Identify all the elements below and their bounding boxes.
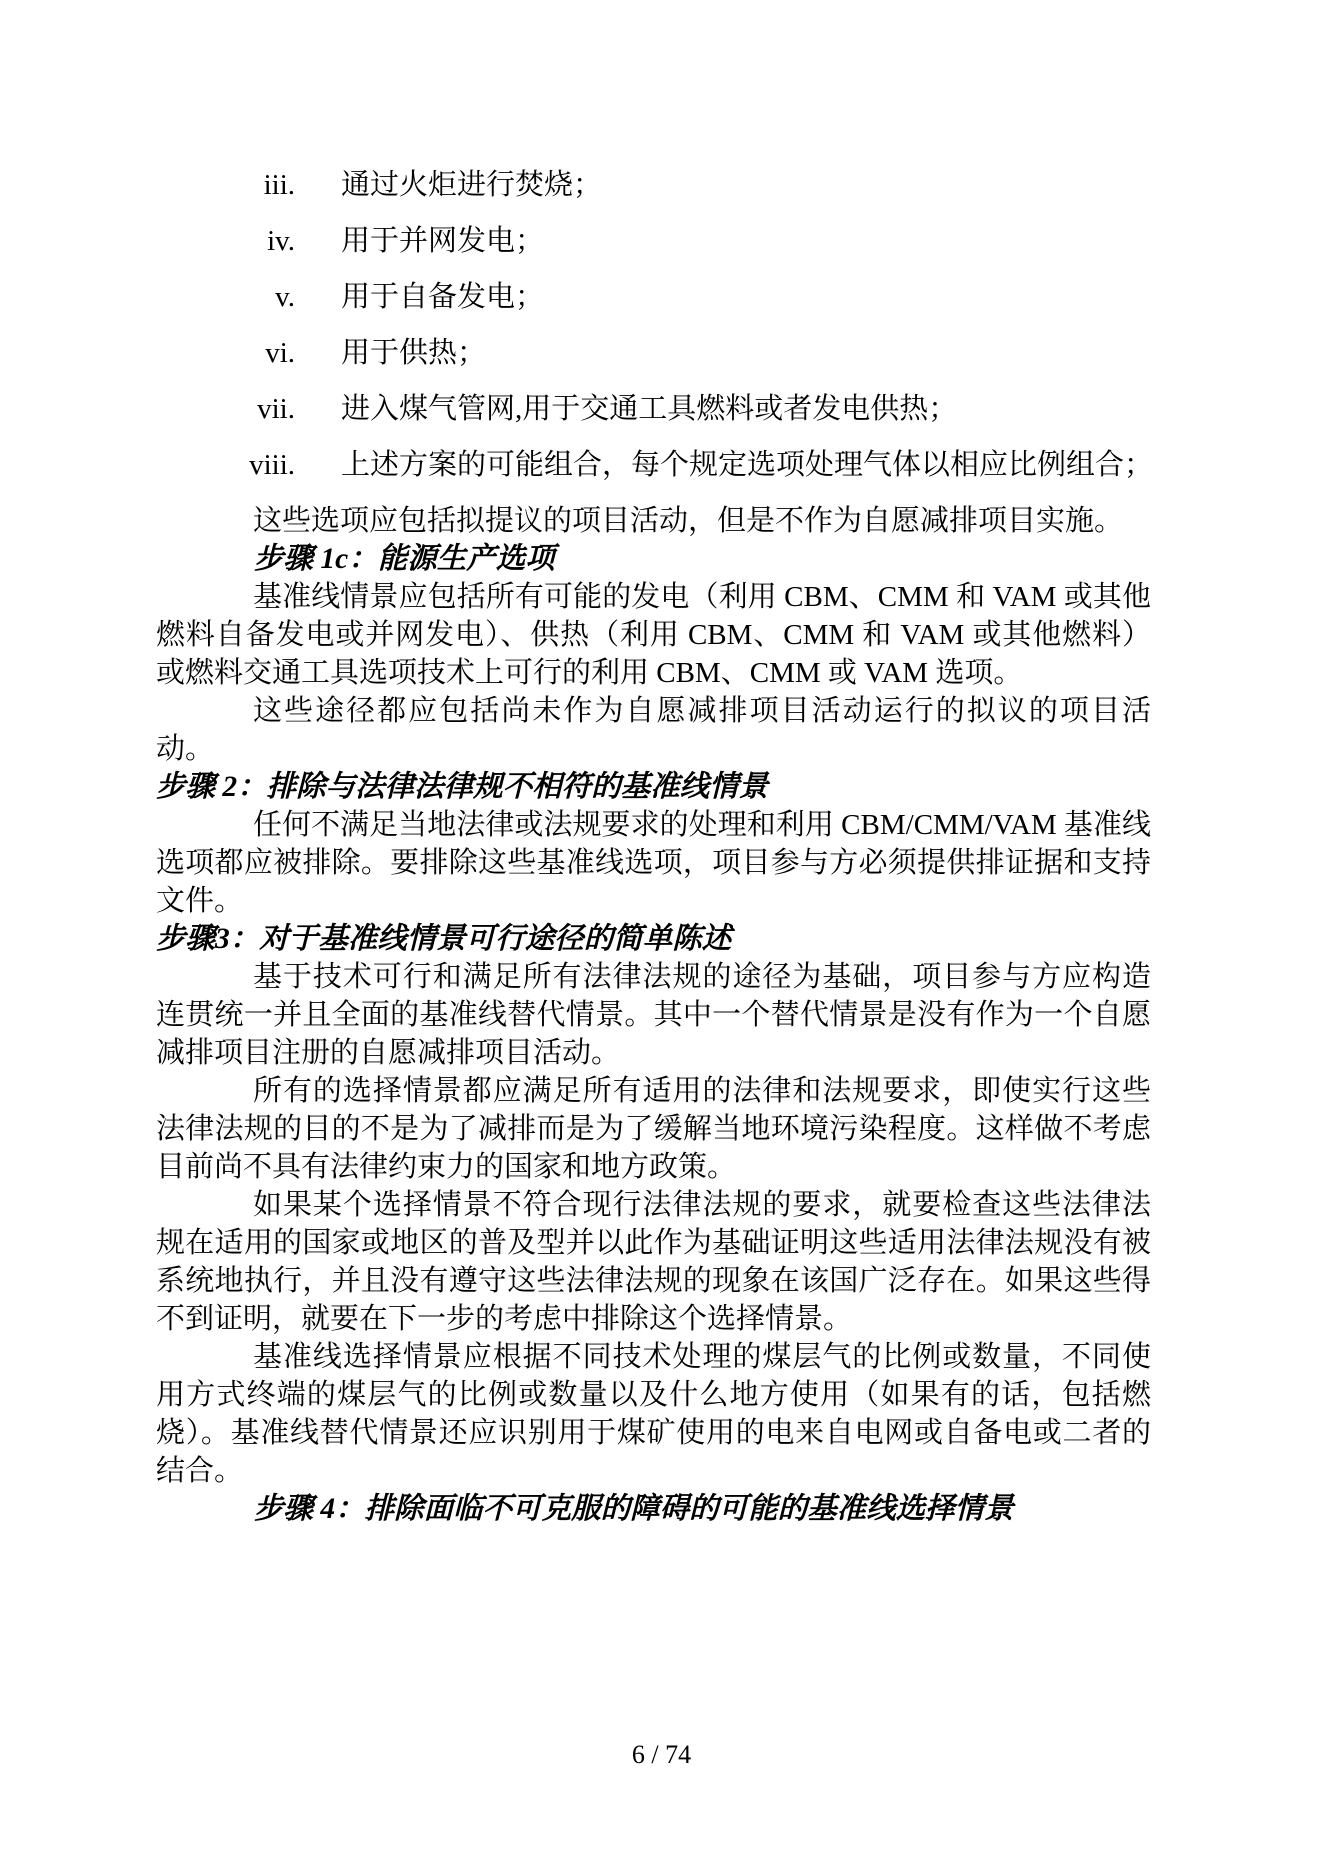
list-item [156,166,1151,204]
list-item [156,390,1151,428]
heading-step-4: 步骤 4：排除面临不可克服的障碍的可能的基准线选择情景 [254,1493,1014,1525]
paragraph-step3-legal-requirements: 所有的选择情景都应满足所有适用的法律和法规要求，即使实行这些法律法规的目的不是为了减排而是为了缓解当地环境污染程度。这样做不考虑目前尚不具有法律约束力的国家和地方政策。 [156,1075,1151,1183]
list-item [156,278,1151,316]
paragraph-step3-noncompliance-check: 如果某个选择情景不符合现行法律法规的要求，就要检查这些法律法规在适用的国家或地区的普及型并以此作为基础证明这些适用法律法规没有被系统地执行，并且没有遵守这些法律法规的现象在该国广泛存在。如果这些得不到证明，就要在下一步的考虑中排除这个选择情景。 [156,1189,1151,1335]
page-number: 6 / 74 [631,1740,692,1769]
page-content [156,166,1154,1528]
list-marker: viii. [249,449,295,481]
paragraph-step1c-pathways-note: 这些途径都应包括尚未作为自愿减排项目活动运行的拟议的项目活动。 [156,695,1151,765]
paragraph-options-note: 这些选项应包括拟提议的项目活动，但是不作为自愿减排项目实施。 [253,505,1124,537]
paragraph-step1c-energy-options: 基准线情景应包括所有可能的发电（利用 CBM、CMM 和 VAM 或其他燃料自备发电或并网发电）、供热（利用 CBM、CMM 和 VAM 或其他燃料）或燃料交通工具选项技术上可行的利用 CBM、CMM 或 VAM 选项。 [156,581,1151,689]
heading-step-3: 步骤3：对于基准线情景可行途径的简单陈述 [156,923,732,955]
list-marker: iv. [267,225,295,257]
list-marker: vi. [265,337,295,369]
list-item-text: 进入煤气管网,用于交通工具燃料或者发电供热； [341,393,958,425]
heading-step-2: 步骤 2：排除与法律法律规不相符的基准线情景 [156,771,769,803]
list-item-text: 用于自备发电； [341,281,545,313]
paragraph-step2-exclusion: 任何不满足当地法律或法规要求的处理和利用 CBM/CMM/VAM 基准线选项都应被排除。要排除这些基准线选项，项目参与方必须提供排证据和支持文件。 [156,809,1151,917]
paragraph-step3-construct-scenarios: 基于技术可行和满足所有法律法规的途径为基础，项目参与方应构造连贯统一并且全面的基准线替代情景。其中一个替代情景是没有作为一个自愿减排项目注册的自愿减排项目活动。 [156,961,1151,1069]
roman-numeral-list [156,166,1154,484]
list-marker: vii. [257,393,295,425]
list-marker: iii. [263,169,295,201]
list-item [156,222,1151,260]
list-item [156,334,1151,372]
list-item-text: 用于供热； [341,337,487,369]
list-item [156,446,1154,484]
heading-step-1c: 步骤 1c：能源生产选项 [254,543,555,575]
list-item-text: 上述方案的可能组合，每个规定选项处理气体以相应比例组合； [341,449,1154,481]
list-marker: v. [275,281,295,313]
list-item-text: 用于并网发电； [341,225,545,257]
paragraph-step3-gas-proportions: 基准线选择情景应根据不同技术处理的煤层气的比例或数量，不同使用方式终端的煤层气的比例或数量以及什么地方使用（如果有的话，包括燃烧）。基准线替代情景还应识别用于煤矿使用的电来自电网或自备电或二者的结合。 [156,1341,1151,1487]
list-item-text: 通过火炬进行焚烧； [341,169,603,201]
